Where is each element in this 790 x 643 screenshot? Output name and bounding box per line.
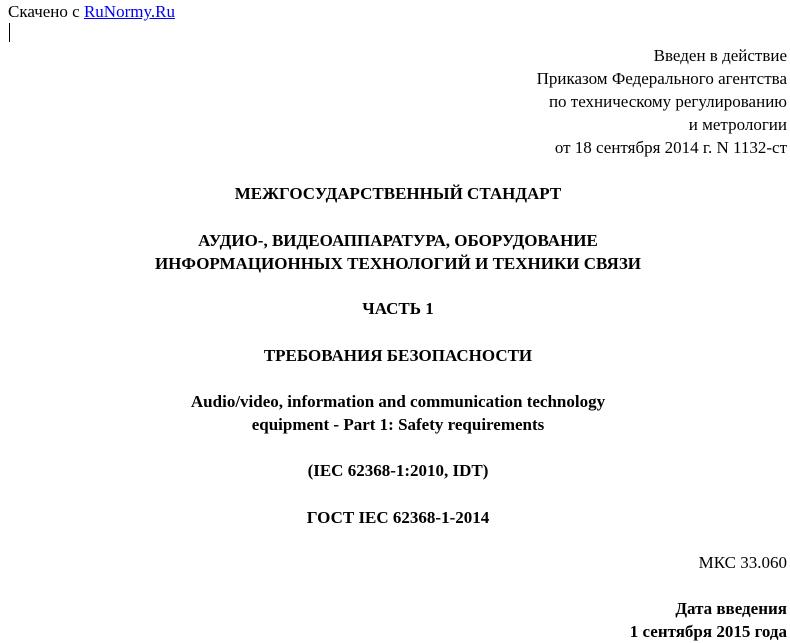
- subtitle-ru-text: ТРЕБОВАНИЯ БЕЗОПАСНОСТИ: [263, 346, 533, 365]
- source-prefix: Скачено с: [8, 2, 84, 21]
- title-en-line: Audio/video, information and communication technology: [190, 392, 606, 411]
- title-en: [0, 390, 790, 436]
- approval-block: [537, 44, 787, 159]
- approval-line: по техническому регулированию: [548, 92, 787, 111]
- part-heading: [0, 297, 790, 320]
- intro-date-value: 1 сентября 2015 года: [629, 622, 787, 641]
- source-link[interactable]: RuNormy.Ru: [83, 2, 175, 21]
- source-line: [8, 0, 175, 23]
- title-ru-line: АУДИО-, ВИДЕОАППАРАТУРА, ОБОРУДОВАНИЕ: [198, 231, 598, 250]
- text-cursor: [9, 23, 10, 42]
- title-ru-line: ИНФОРМАЦИОННЫХ ТЕХНОЛОГИЙ И ТЕХНИКИ СВЯЗИ: [154, 254, 642, 273]
- approval-line: Введен в действие: [653, 46, 787, 65]
- mks-code: МКС 33.060: [698, 553, 787, 572]
- subtitle-ru: [0, 344, 790, 367]
- approval-line: от 18 сентября 2014 г. N 1132-ст: [554, 138, 787, 157]
- iec-reference-text: (IEC 62368-1:2010, IDT): [307, 461, 489, 480]
- iec-reference: [0, 459, 790, 482]
- intro-date-label: Дата введения: [675, 599, 787, 618]
- part-text: ЧАСТЬ 1: [362, 299, 434, 318]
- standard-type-text: МЕЖГОСУДАРСТВЕННЫЙ СТАНДАРТ: [234, 184, 562, 203]
- gost-number: [0, 506, 790, 529]
- title-en-line: equipment - Part 1: Safety requirements: [251, 415, 545, 434]
- gost-number-text: ГОСТ IEC 62368-1-2014: [306, 508, 490, 527]
- standard-type: [0, 182, 790, 205]
- approval-line: и метрологии: [688, 115, 787, 134]
- approval-line: Приказом Федерального агентства: [536, 69, 787, 88]
- title-ru: [0, 229, 790, 275]
